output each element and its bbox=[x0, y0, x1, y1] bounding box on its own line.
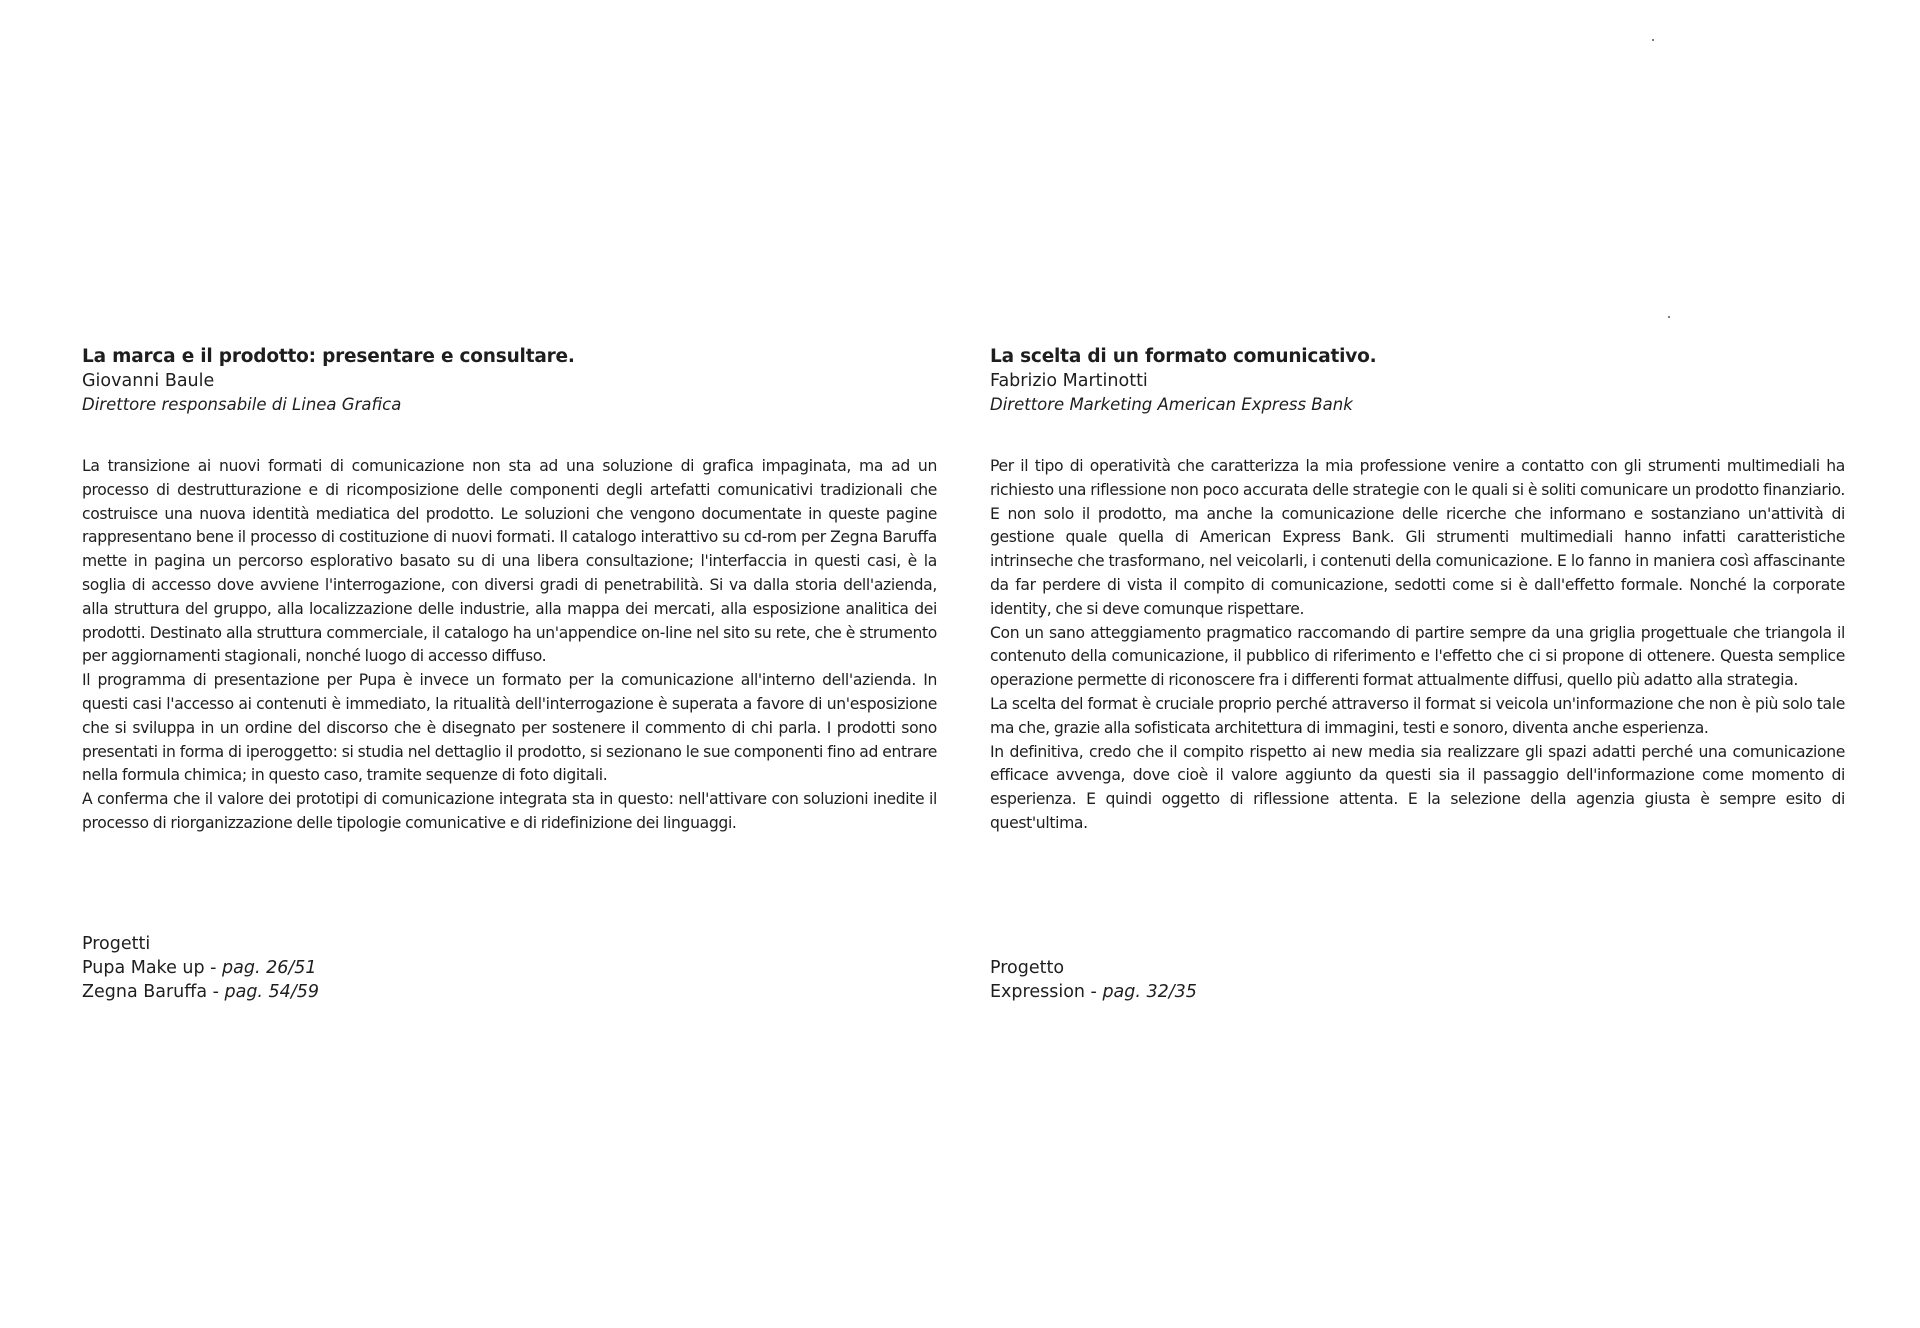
project-pages: pag. 32/35 bbox=[1102, 982, 1197, 1002]
right-projects bbox=[990, 956, 1197, 1004]
left-project-item bbox=[82, 980, 319, 1004]
left-project-item bbox=[82, 956, 319, 980]
left-paragraph-2: Il programma di presentazione per Pupa è invece un formato per la comunicazione all'interno dell'azienda. In questi casi l'accesso ai contenuti è immediato, la ritualità dell'interrogazione è superata a favore di un'esposizione che si sviluppa in un ordine del discorso che è disegnato per sostenere il commento di chi parla. I prodotti sono presentati in forma di iperoggetto: si studia nel dettaglio il prodotto, si sezionano le sue componenti fino ad entrare nella formula chimica; in questo caso, tramite sequenze di foto digitali. bbox=[82, 671, 937, 785]
project-name: Zegna Baruffa - bbox=[82, 982, 225, 1002]
project-pages: pag. 26/51 bbox=[222, 958, 317, 978]
right-paragraph-3: La scelta del format è cruciale proprio perché attraverso il format si veicola un'informazione che non è più solo tale ma che, grazie alla sofisticata architettura di immagini, testi e sonoro, diventa anche esperienza. bbox=[990, 694, 1845, 737]
scan-speck bbox=[1652, 39, 1654, 41]
left-article-body bbox=[82, 455, 937, 836]
project-name: Expression - bbox=[990, 982, 1103, 1002]
right-article-body bbox=[990, 455, 1845, 836]
right-article bbox=[990, 345, 1845, 836]
right-article-author: Fabrizio Martinotti bbox=[990, 371, 1148, 391]
right-paragraph-1: Per il tipo di operatività che caratterizza la mia professione venire a contatto con gli strumenti multimediali ha richiesto una riflessione non poco accurata delle strategie con le quali si è soliti comunicare un prodotto finanziario. E non solo il prodotto, ma anche la comunicazione delle ricerche che informano e sostanziano un'attività di gestione quale quella di American Express Bank. Gli strumenti multimediali hanno infatti caratteristiche intrinseche che trasformano, nel veicolarli, i contenuti della comunicazione. E lo fanno in maniera così affascinante da far perdere di vista il compito di comunicazione, sedotti come si è dall'effetto formale. Nonché la corporate identity, che si deve comunque rispettare. bbox=[990, 457, 1845, 618]
left-projects-heading: Progetti bbox=[82, 934, 151, 954]
project-pages: pag. 54/59 bbox=[224, 982, 319, 1002]
left-article-role: Direttore responsabile di Linea Grafica bbox=[82, 395, 402, 414]
left-article-author: Giovanni Baule bbox=[82, 371, 215, 391]
project-name: Pupa Make up - bbox=[82, 958, 223, 978]
right-paragraph-2: Con un sano atteggiamento pragmatico raccomando di partire sempre da una griglia progettuale che triangola il contenuto della comunicazione, il pubblico di riferimento e l'effetto che ci si propone di ottenere. Questa semplice operazione permette di riconoscere fra i differenti format attualmente diffusi, quello più adatto alla strategia. bbox=[990, 623, 1845, 690]
right-paragraph-4: In definitiva, credo che il compito rispetto ai new media sia realizzare gli spazi adatti perché una comunicazione efficace avvenga, dove cioè il valore aggiunto da questi sia il passaggio dell'informazione come momento di esperienza. E quindi oggetto di riflessione attenta. E la selezione della agenzia giusta è sempre esito di quest'ultima. bbox=[990, 742, 1845, 832]
left-article-title: La marca e il prodotto: presentare e consultare. bbox=[82, 346, 575, 367]
left-article bbox=[82, 345, 937, 836]
right-projects-heading: Progetto bbox=[990, 958, 1065, 978]
right-article-title: La scelta di un formato comunicativo. bbox=[990, 346, 1377, 367]
left-paragraph-3: A conferma che il valore dei prototipi di comunicazione integrata sta in questo: nell'attivare con soluzioni inedite il processo di riorganizzazione delle tipologie comunicative e di ridefinizione dei linguaggi. bbox=[82, 790, 937, 832]
scan-speck bbox=[1668, 316, 1670, 318]
right-project-item bbox=[990, 980, 1197, 1004]
right-article-role: Direttore Marketing American Express Bank bbox=[990, 395, 1353, 414]
left-projects bbox=[82, 932, 319, 1004]
left-paragraph-1: La transizione ai nuovi formati di comunicazione non sta ad una soluzione di grafica impaginata, ma ad un processo di destrutturazione e di ricomposizione delle componenti degli artefatti comunicativi tradizionali che costruisce una nuova identità mediatica del prodotto. Le soluzioni che vengono documentate in queste pagine rappresentano bene il processo di costituzione di nuovi formati. Il catalogo interattivo su cd-rom per Zegna Baruffa mette in pagina un percorso esplorativo basato su di una libera consultazione; l'interfaccia in questi casi, è la soglia di accesso dove avviene l'interrogazione, con diversi gradi di penetrabilità. Si va dalla storia dell'azienda, alla struttura del gruppo, alla localizzazione delle industrie, alla mappa dei mercati, alla esposizione analitica dei prodotti. Destinato alla struttura commerciale, il catalogo ha un'appendice on-line nel sito su rete, che è strumento per aggiornamenti stagionali, nonché luogo di accesso diffuso. bbox=[82, 457, 937, 666]
